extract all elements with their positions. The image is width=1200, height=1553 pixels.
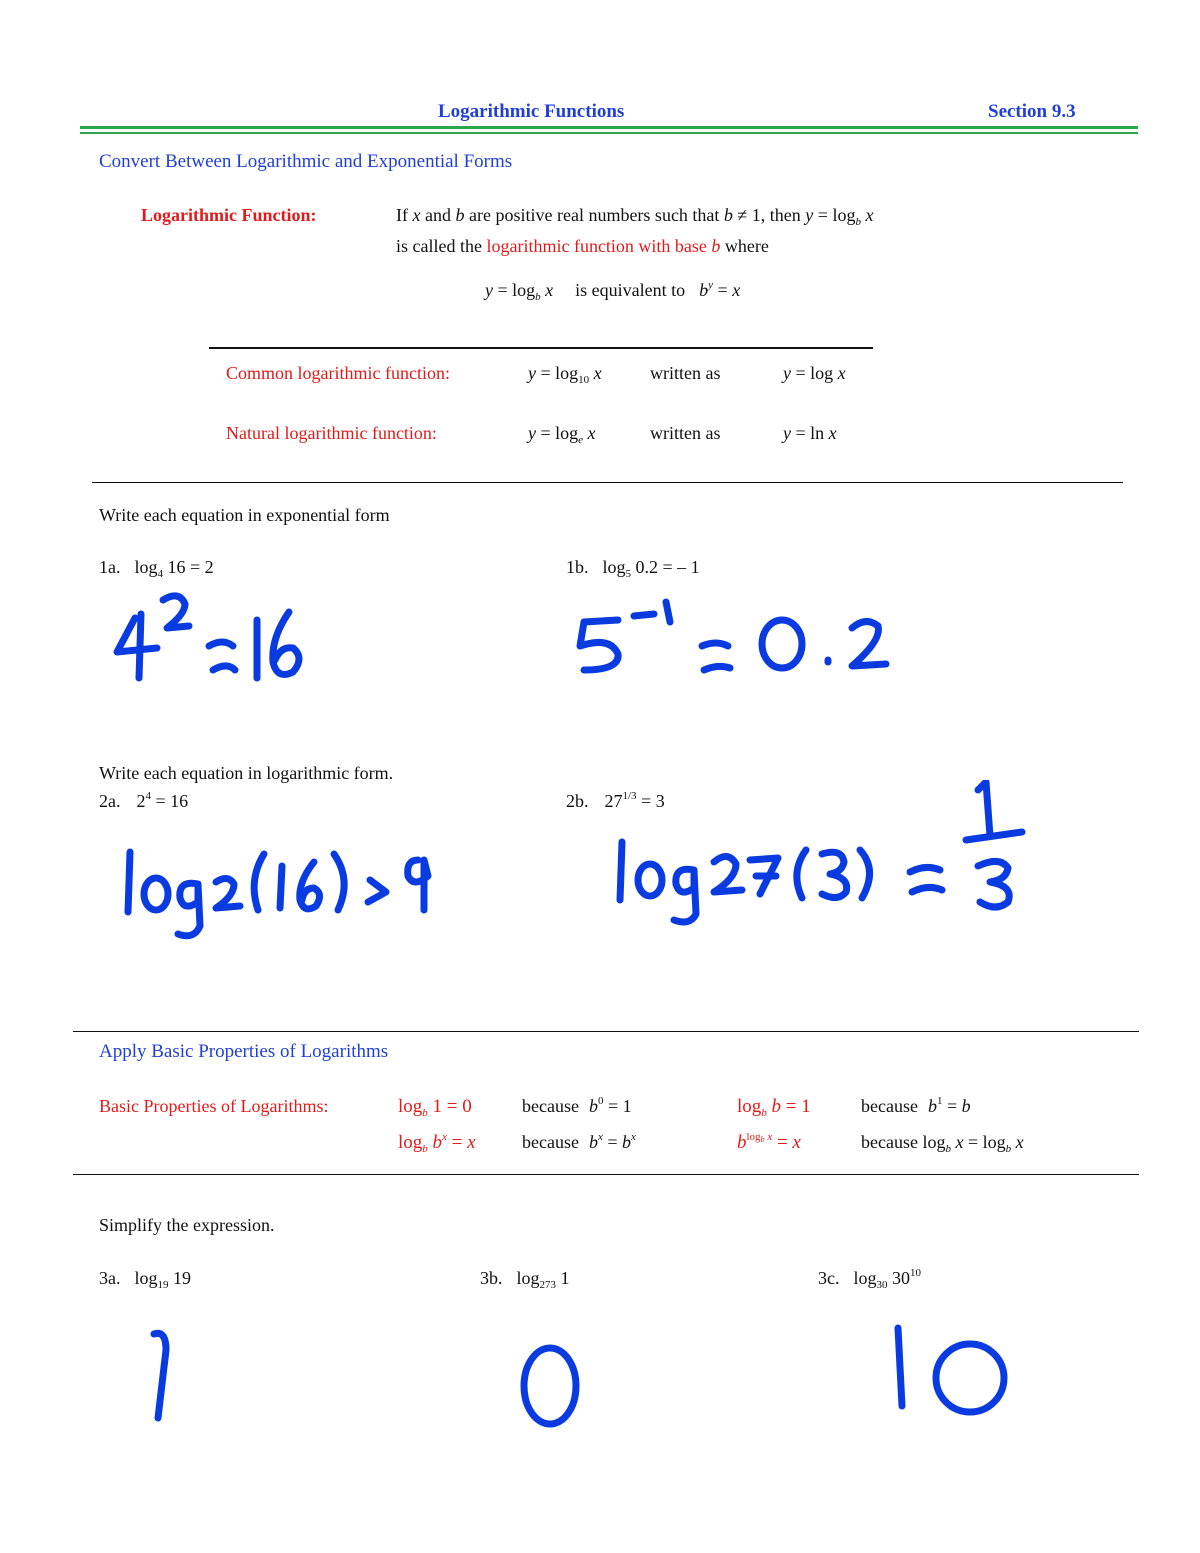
property-log-power: $\log_b b^x = x$: [398, 1131, 476, 1155]
divider-1: [92, 482, 1123, 483]
property-log-one: $\log_b 1 = 0$: [398, 1096, 472, 1119]
common-log-written-as: written as: [650, 363, 721, 383]
problem-1a: 1a. $\log_4 16 = 2$: [99, 557, 214, 580]
divider-2: [73, 1031, 1139, 1032]
property-log-base-reason: because $b^1 = b$: [861, 1095, 971, 1116]
answer-2a-handwriting: [118, 840, 448, 950]
problem-3c: 3c. $\log_{30} 30^{10}$: [818, 1267, 922, 1291]
common-log-formula: $y = \log_{10} x$: [528, 363, 602, 386]
property-log-one-reason: because $b^0 = 1$: [522, 1095, 632, 1116]
header-rule-top: [80, 126, 1138, 129]
part2-instruction: Write each equation in logarithmic form.: [99, 763, 394, 783]
part1-instruction: Write each equation in exponential form: [99, 505, 390, 525]
natural-log-short: y = ln x: [783, 423, 837, 443]
problem-2a: 2a. $2^4 = 16$: [99, 790, 189, 811]
special-functions-rule: [209, 347, 873, 349]
answer-2b-handwriting: [610, 780, 1040, 940]
natural-log-label: Natural logarithmic function:: [226, 423, 437, 443]
common-log-label: Common logarithmic function:: [226, 363, 450, 383]
section-number: Section 9.3: [988, 101, 1076, 122]
section-heading-convert: Convert Between Logarithmic and Exponential Forms: [99, 151, 513, 172]
part3-instruction: Simplify the expression.: [99, 1215, 275, 1235]
answer-3b-handwriting: [512, 1336, 592, 1436]
problem-3b: 3b. $\log_{273} 1$: [480, 1268, 570, 1291]
header-rule-bottom: [80, 132, 1138, 134]
property-inverse-reason: because $\log_b x = \log_b x$: [861, 1132, 1024, 1155]
property-log-base: $\log_b b = 1$: [737, 1096, 811, 1119]
answer-3a-handwriting: [140, 1320, 190, 1430]
section-heading-properties: Apply Basic Properties of Logarithms: [99, 1041, 389, 1062]
problem-2b: 2b. $27^{1/3} = 3$: [566, 790, 665, 811]
problem-3a: 3a. $\log_{19} 19$: [99, 1268, 192, 1291]
property-log-power-reason: because $b^x = b^x$: [522, 1131, 636, 1152]
natural-log-written-as: written as: [650, 423, 721, 443]
problem-1b: 1b. $\log_5 0.2$ = – 1: [566, 557, 700, 580]
property-inverse: $b^{log_b x} = x$: [737, 1131, 801, 1153]
divider-3: [73, 1174, 1139, 1175]
natural-log-formula: $y = \log_e x$: [528, 423, 596, 446]
properties-label: Basic Properties of Logarithms:: [99, 1096, 329, 1116]
common-log-short: y = log x: [783, 363, 846, 383]
definition-line-2: is called the logarithmic function with base b where: [396, 236, 769, 256]
answer-3c-handwriting: [886, 1320, 1026, 1420]
definition-label: Logarithmic Function:: [141, 205, 317, 225]
equivalence-statement: $y = \log_b x$ is equivalent to $b^y = x$: [485, 279, 741, 303]
page-title: Logarithmic Functions: [438, 101, 625, 122]
definition-line-1: If x and b are positive real numbers such that b ≠ 1, then $y = \log_b x$: [396, 205, 874, 228]
answer-1b-handwriting: [570, 590, 900, 690]
answer-1a-handwriting: [105, 590, 345, 690]
